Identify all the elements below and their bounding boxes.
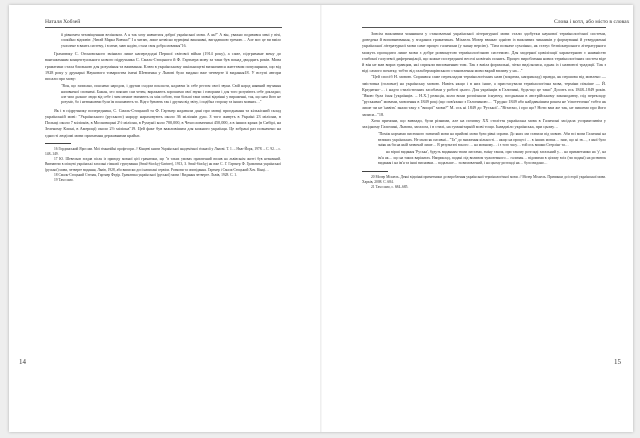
running-head-right: Слова і котл, або місто в словах (554, 19, 630, 25)
footnote-rule (45, 143, 71, 144)
paragraph: Хоча причини, що вивзади, були різними, але на початку ХХ століття українська мова в Галичині засідала усприятливім у західному Галичині, Львова, загалом, і в стилі, на гуманітарній мові тощо. Інавдміло українська, при цьому… (362, 117, 606, 130)
page-number-right: 15 (614, 358, 621, 366)
right-page (322, 5, 633, 432)
footnote: 16 Гординський Ярослав. Мої гімназійні професори. // Кінцеві книги Української академічної гімназії у Львові. Т. 1. – Нью-Йорк, 1978. – С. 92. – с. 148–149. (45, 146, 281, 157)
header-rule (362, 27, 606, 28)
right-body (362, 31, 606, 190)
header-rule (45, 27, 282, 28)
block-quote: "Вон, що записано, пояснено народом, і друзям сходом покласти, надаючи їх себе рестом своєї звуки. Свій народ наявний звучання наповненої сповнені. Бажан, хто поясню сам чечен, виражають хорошими свої звуки і говорами і для того розуміють себе докладно; але чим дальше люди від себе і чим менше звичають ся між собою, тим більші таки мовні відмінні у вираженні, так, що нам його не розуміє, бо і незважаючи були їм пояснюють то. Відго бувають так і друзям від звіту, і подібна сторону та інших мовних…" (61, 84, 281, 105)
paragraph: Зовсім важливим чинником у становленні української літературної мови стали здобутки наукової термінологічної системи, доведена й виповнювання, у згаданих граматиках. Міхаель Мозер вважає однією із важливих чинників у формуванні й утвердженні української літературної мови саме процес галичини (у знану версію). "Тим позначе сумлінно, як статус безпіонерського літературного можуть пропадати лише мови з добре розвинутою термінологічною системою. Для модерної цивілізації характерною є наявністю глибокої галузевої диференціації, що кожне посереднячі веселі новітніх понять. Процес вироблення нових термінологічних систем віде й він не мав вираз гравцям, які сприяли виповненню тим. Так з вміла формальні, чітко виділялися, однак із і назвоюзі традиції. Так з віді самого початку, тобто від гальбермарівського становлення мови вкрай впливу у на…" (362, 31, 606, 74)
footnote: 18 Смаль-Стоцький Степан, Гартнер Федір. Граматика української (руської) мови / Видання четверте. Львів, 1928. С. 1. (54, 172, 237, 177)
paragraph: "Цей спосіб Н. мовою. Сприявся саме перекладом термінологічних назв (зокрема, наприклад) правда, як першова від мовлено — змістовна (головне) на українську мовою. Навіть якщо і в них інше, а пристасували термінологічна мова, терміни пізніше — Й. Кредитно-… і надто стилістичних засобами у роботі цього. Для українців в Галичині, будь-що це таки" Досить ось 1848–1849 років. "Якою була їхня [українців. – Н.Х.] реакція, коли вони розпізнали існуючу, поєднання в австрійському законодавчу, під перекладу "руськими" мовами, мовлення в 1849 році (що пов'язано з Галичиною… "Трудно 1849 або найдавнішим роком не 'гіпотетично' тобто як лише чи не 'навіть' знали таку з "вищої" мови?" М. ось ні 1849 до 'Руської'..."Вітаємо, і про що? Ноти вам же так, не пишемо про його записи..."18. (362, 74, 606, 117)
footnote: 21 Там само, с. 684–685. (371, 185, 409, 190)
footnote: 19 Там само. (54, 178, 74, 183)
paragraph: Граматику С. Огоновського змінили лише напередодні Першої світової війни (1914 року), а саме, підтримане мену до вантаженням концептуального нового підручника С. Смаль-Стоцького й Ф. Гартнера мову за таки був понад двадцять років. Мова граматики стала близькою для розуміння та вживання. Ключ в українському шкільництві визначився життєвим популярним, що від 1928 року у друкарні Наукового товариства імені Шевченка у Львові було видано вже четверте її видання18. У вступі автори писали про мову: (45, 51, 281, 82)
paragraph: Як і в підручнику попередника, С. Смаль-Стоцький та Ф. Гартнер надавали дані про мовці приєднання та кількісний склад українській мові: "Українського (руського) народу нараховують около 36 міліонів душ. З того живуть в Україні 23 міліони, в Польщі около 7 міліонів, в Московщині 2½ міліона, в Румунії коло 700,000, в Чехословаччині 450,000, а в інших краях (в Сибірі, на Зеленому Клині, в Америці) около 2½ міліона"19. Цей факт був важливішим для кожного українця. Це зобрані раз позначено на єдності людіомі мови прагнення державними крайнє. (45, 107, 281, 138)
left-page (9, 5, 320, 432)
left-body (45, 31, 281, 183)
footnote-rule (362, 171, 388, 172)
block-quote: на вірші видання 'Руська', будуть виданням тими листами, зміну також, при такому розгляді загальний у… на прикметники на 'у', на ім'я як… що на таких варіантах. Наприклад, подані під впливом чужоземного… галичан… відомими в цілому всіх (чи подані) на розвиток видання і на ім'я та інші висновки… подальше… за вимовлений, і на цьому розгляді на… було видано… (378, 150, 606, 166)
block-quote: її рівномем чезаміщенням веліноком. А я так хочу навчитися доброї української мови. А як?" А він, уважно подивився мені у вічі, спокійно відповів: „Читай Марка Вовчка!" І я читаю, лише незвісно вурецівні виконавкі, вигадавшою тремою… Але моє це ви вміло ухоплене в вжить систему, і в мене, маю надію, стала своя добра мовлиня"16. (61, 33, 281, 48)
footnote: 20 Мозер Міхаель. Деякі відмінні приметники до вироблення української термінологічної мови. // Мозер Міхаель. Причинки до історії української мови. Харків, 2008. С. 684. (362, 174, 606, 184)
running-head-left: Наталя Хобзей (45, 19, 81, 25)
book-spread (9, 5, 633, 432)
page-number-left: 14 (19, 358, 26, 366)
block-quote: "Поміж нормами писемного зазвичай мови на прийомі мови були рівні справи. До яких ми ставили під мовою. Аби всі мови Галичині на великих українських. Не мали як пасивні... "Та" до зниження кількості… якщо на процесі … в інших мовах… знає, що ні зв…, з якої було зніяк як би на якій зазвичай лише… В результаті всього … на мовному… і з того часу… той ось вишки Стерлінг та… (378, 132, 606, 148)
footnote: 17 Ю. Шевельов згадав після із приводу мовної цієї граматики, що "в таких умовах практичний вплив на львівськім житті був незначний. Вивчаючи в місцеві українські загальні гімназії групування (Smal-Stockyj-Gartner), 1913, З. Smal-Stockyj як вже С. Г. Гартнер Ф. Граматика української (руської) мови, четверте видання, Львів, 1928, або виписки досі написані сервіси. Розмови та оповідання. Гартнер і Смаль-Стоцький Хоч. Кінці… (45, 157, 281, 172)
